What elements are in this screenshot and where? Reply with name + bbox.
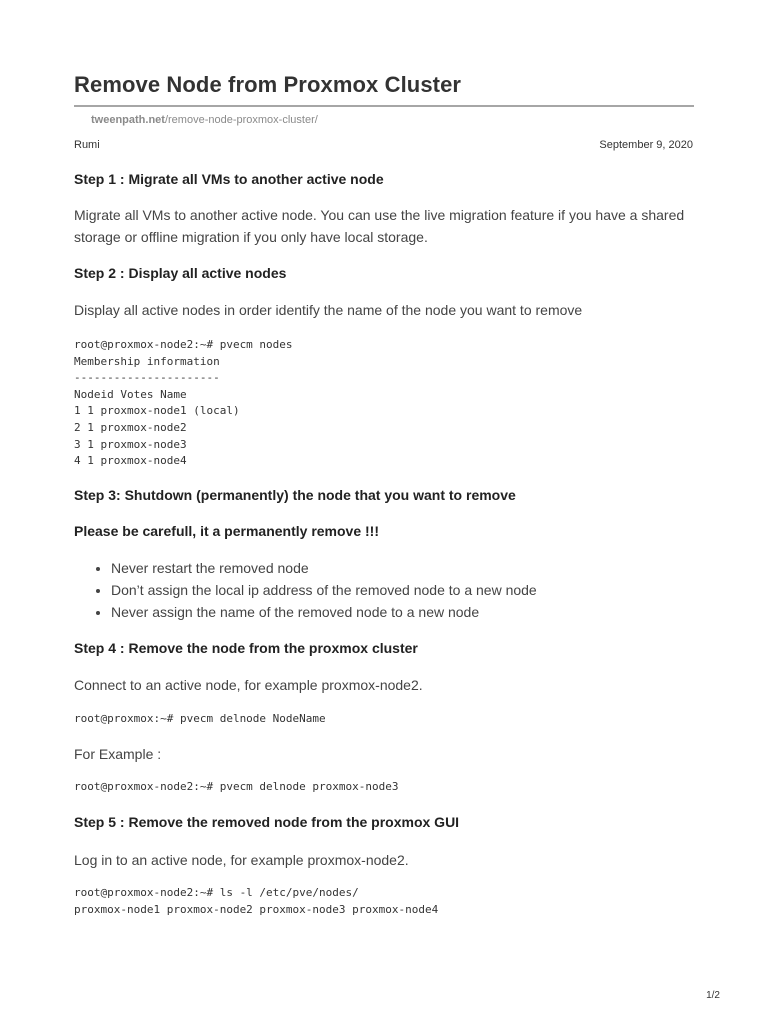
step2-heading: Step 2 : Display all active nodes <box>74 265 287 281</box>
source-domain: tweenpath.net <box>91 114 165 126</box>
step3-bullet-list <box>92 557 537 623</box>
step3-heading: Step 3: Shutdown (permanently) the node that you want to remove <box>74 487 516 503</box>
step1-text: Migrate all VMs to another active node. You can use the live migration feature if you have a shared storage or offline migration if you only have local storage. <box>74 207 685 245</box>
step5-heading: Step 5 : Remove the removed node from the proxmox GUI <box>74 814 460 830</box>
step4-heading: Step 4 : Remove the node from the proxmox cluster <box>74 640 418 656</box>
code-line: 2 1 proxmox-node2 <box>74 420 187 434</box>
publish-date: September 9, 2020 <box>599 139 693 151</box>
code-line: root@proxmox-node2:~# ls -l /etc/pve/nodes/ <box>74 886 359 899</box>
code-line: 4 1 proxmox-node4 <box>74 454 187 468</box>
code-line: proxmox-node1 proxmox-node2 proxmox-node3 proxmox-node4 <box>74 902 439 916</box>
source-path: /remove-node-proxmox-cluster/ <box>164 114 318 126</box>
code-line: 1 1 proxmox-node1 (local) <box>74 404 240 418</box>
step2-text: Display all active nodes in order identify the name of the node you want to remove <box>74 302 583 318</box>
step4-code <box>74 711 326 728</box>
step4-example-code <box>74 779 399 796</box>
page-title: Remove Node from Proxmox Cluster <box>74 72 462 97</box>
list-item: • Never restart the removed node <box>111 557 537 579</box>
list-item: • Don’t assign the local ip address of the removed node to a new node <box>111 579 537 601</box>
code-line: root@proxmox-node2:~# pvecm nodes <box>74 338 293 351</box>
step4-text: Connect to an active node, for example proxmox-node2. <box>74 677 423 693</box>
code-line: Nodeid Votes Name <box>74 387 187 401</box>
step1-heading: Step 1 : Migrate all VMs to another active node <box>74 171 384 187</box>
code-line: 3 1 proxmox-node3 <box>74 437 187 451</box>
author: Rumi <box>74 139 100 151</box>
page-indicator: 1/2 <box>706 990 720 1001</box>
step5-code-block <box>74 885 438 918</box>
code-line: root@proxmox-node2:~# pvecm delnode proxmox-node3 <box>74 780 399 793</box>
code-line: ---------------------- <box>74 371 220 385</box>
title-divider <box>74 105 694 107</box>
code-line: Membership information <box>74 354 220 368</box>
step2-code-block <box>74 337 293 470</box>
step3-warning: Please be carefull, it a permanently remove !!! <box>74 523 380 539</box>
code-line: root@proxmox:~# pvecm delnode NodeName <box>74 712 326 725</box>
step4-example-label: For Example : <box>74 746 162 762</box>
list-item: • Never assign the name of the removed node to a new node <box>111 601 537 623</box>
step5-text: Log in to an active node, for example proxmox-node2. <box>74 852 409 868</box>
source-url[interactable] <box>91 114 318 126</box>
